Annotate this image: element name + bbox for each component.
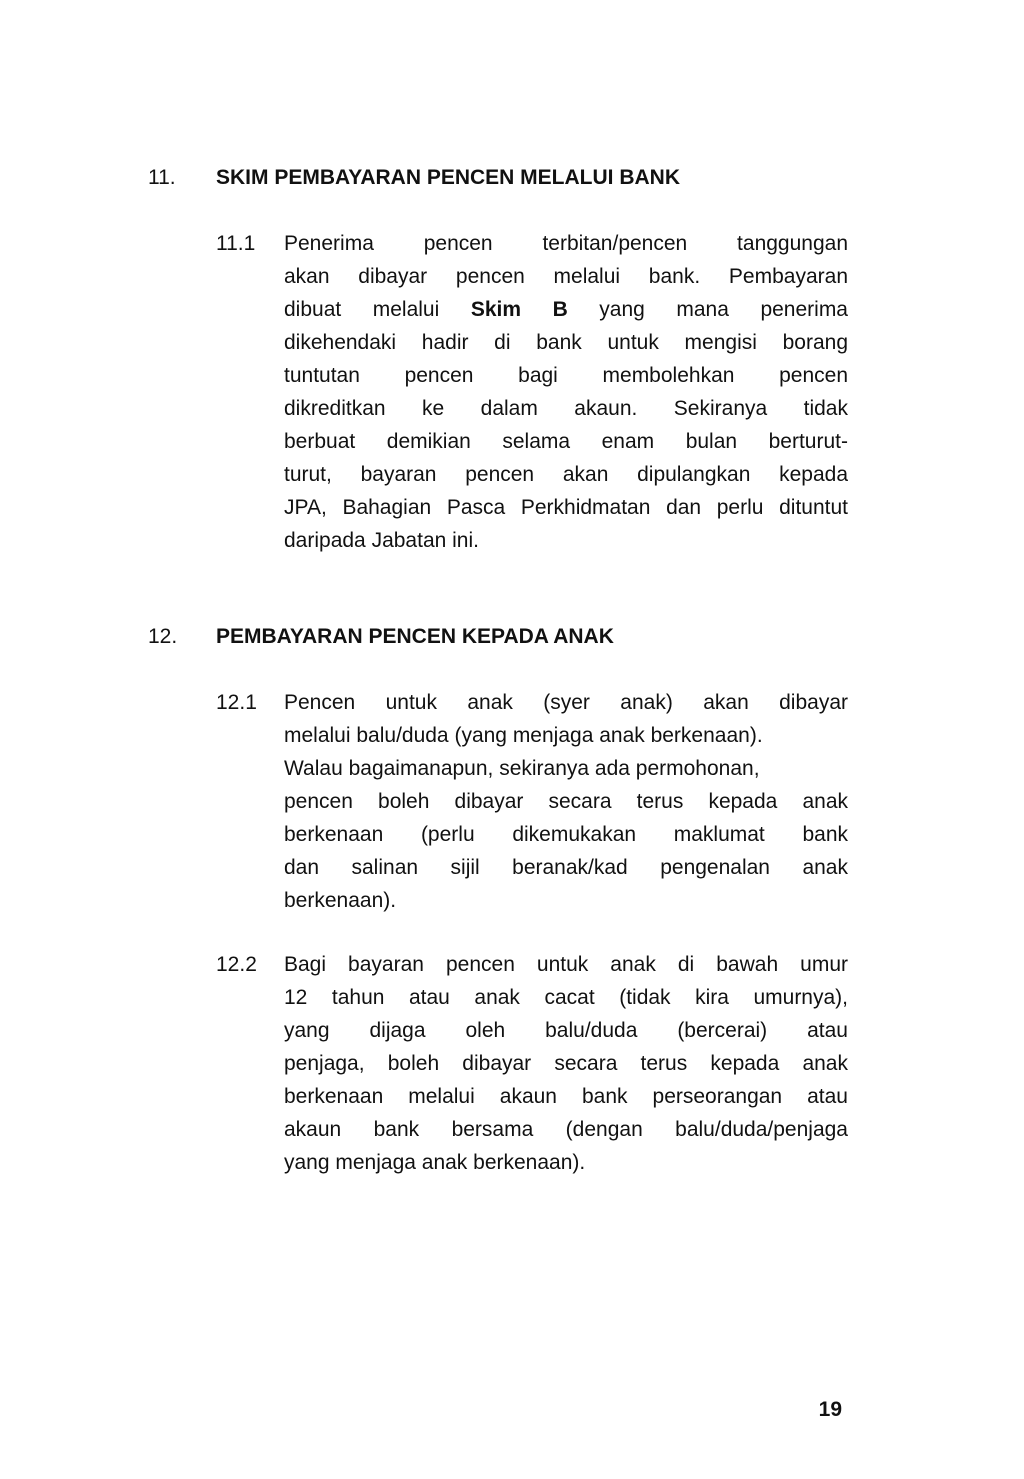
paragraph-line: dikreditkan ke dalam akaun. Sekiranya tidak [284, 397, 848, 420]
paragraph-line: berkenaan melalui akaun bank perseorangan atau [284, 1085, 848, 1108]
paragraph-line: tuntutan pencen bagi membolehkan pencen [284, 364, 848, 387]
section-12-title: PEMBAYARAN PENCEN KEPADA ANAK [216, 625, 614, 648]
subsection-11-1-paragraph [284, 227, 848, 557]
paragraph-text: yang mana penerima [599, 298, 848, 321]
section-11-number: 11. [148, 166, 176, 189]
paragraph-line [284, 293, 848, 326]
paragraph-line: dan salinan sijil beranak/kad pengenalan anak [284, 856, 848, 879]
paragraph-line: yang dijaga oleh balu/duda (bercerai) atau [284, 1019, 848, 1042]
section-11-title: SKIM PEMBAYARAN PENCEN MELALUI BANK [216, 166, 680, 189]
subsection-11-1-number: 11.1 [216, 232, 256, 255]
paragraph-line: yang menjaga anak berkenaan). [284, 1151, 586, 1174]
paragraph-text: dibuat melalui [284, 298, 440, 321]
paragraph-line: daripada Jabatan ini. [284, 529, 479, 552]
paragraph-line: JPA, Bahagian Pasca Perkhidmatan dan perlu dituntut [284, 496, 848, 519]
subsection-12-1-paragraph [284, 686, 848, 917]
paragraph-line: Bagi bayaran pencen untuk anak di bawah umur [284, 953, 848, 976]
paragraph-line: melalui balu/duda (yang menjaga anak berkenaan). [284, 724, 763, 747]
paragraph-line: Pencen untuk anak (syer anak) akan dibayar [284, 691, 848, 714]
paragraph-line: 12 tahun atau anak cacat (tidak kira umurnya), [284, 986, 848, 1009]
subsection-12-2-number: 12.2 [216, 953, 257, 976]
paragraph-line: penjaga, boleh dibayar secara terus kepada anak [284, 1052, 848, 1075]
paragraph-line: akaun bank bersama (dengan balu/duda/penjaga [284, 1118, 848, 1141]
paragraph-line: pencen boleh dibayar secara terus kepada anak [284, 790, 848, 813]
paragraph-line: akan dibayar pencen melalui bank. Pembayaran [284, 265, 848, 288]
paragraph-line: Walau bagaimanapun, sekiranya ada permohonan, [284, 757, 760, 780]
paragraph-line: berkenaan (perlu dikemukakan maklumat bank [284, 823, 848, 846]
paragraph-line: dikehendaki hadir di bank untuk mengisi borang [284, 331, 848, 354]
subsection-12-1-number: 12.1 [216, 691, 257, 714]
paragraph-line: turut, bayaran pencen akan dipulangkan kepada [284, 463, 848, 486]
paragraph-line: berkenaan). [284, 889, 397, 912]
page-number: 19 [818, 1398, 842, 1421]
paragraph-line: berbuat demikian selama enam bulan berturut- [284, 430, 848, 453]
scheme-name-bold: Skim B [470, 298, 568, 321]
section-12-number: 12. [148, 625, 178, 648]
subsection-12-2-paragraph [284, 948, 848, 1179]
paragraph-line: Penerima pencen terbitan/pencen tanggungan [284, 232, 848, 255]
